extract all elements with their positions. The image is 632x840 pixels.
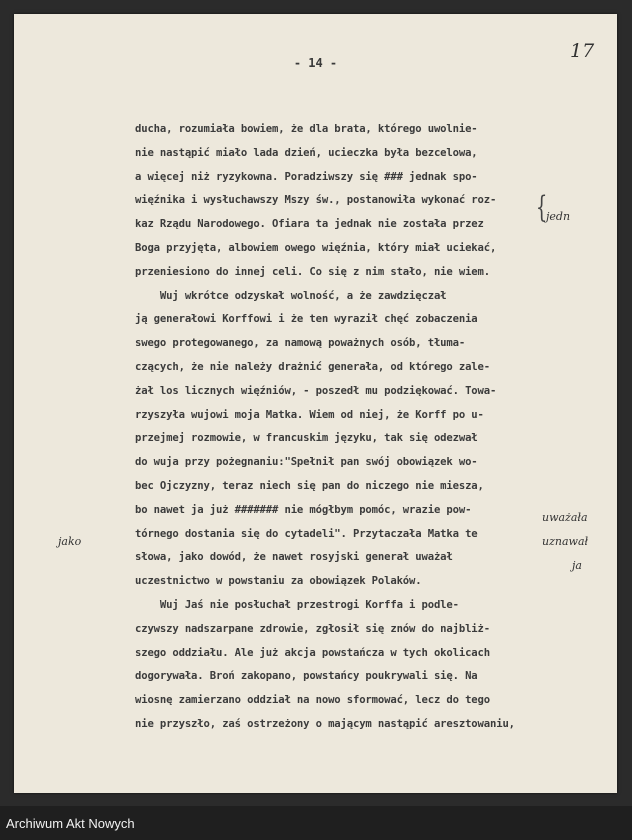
text-line: przejmej rozmowie, w francuskim języku, tak się odezwał [135,432,478,445]
text-line: do wuja przy pożegnaniu:"Spełnił pan swój obowiązek wo- [135,456,478,469]
text-line: czących, że nie należy drażnić generała, od którego zale- [135,360,490,373]
margin-note-uznawat: uznawał [542,535,589,548]
text-line: nie przyszło, zaś ostrzeżony o mającym nastąpić aresztowaniu, [135,717,515,730]
archive-page-number: 17 [570,40,595,62]
text-line: bo nawet ja już ####### nie mógłbym pomóc, wrazie pow- [135,503,472,516]
text-line: Boga przyjęta, albowiem owego więźnia, który miał uciekać, [135,241,497,254]
margin-note-ja: ja [572,559,582,572]
text-line: przeniesiono do innej celi. Co się z nim stało, nie wiem. [135,265,490,278]
text-line: uczestnictwo w powstaniu za obowiązek Polaków. [135,575,422,588]
text-line: Wuj Jaś nie posłuchał przestrogi Korffa i podle- [135,598,459,611]
text-line: czywszy nadszarpane zdrowie, zgłosił się znów do najbliż- [135,622,490,635]
margin-note-uwazala: uważała [542,511,588,524]
text-line: więźnika i wysłuchawszy Mszy św., postanowiła wykonać roz- [135,194,497,207]
archive-label: Archiwum Akt Nowych [6,816,135,831]
text-line: kaz Rządu Narodowego. Ofiara ta jednak nie została przez [135,218,484,231]
text-line: żał los licznych więźniów, - poszedł mu podziękować. Towa- [135,384,497,397]
archive-footer-bar [0,806,632,840]
margin-note-jedn: jedn [546,210,571,223]
text-line: swego protegowanego, za namową poważnych osób, tłuma- [135,337,466,350]
margin-brace: { [535,190,548,225]
text-line: dogorywała. Broń zakopano, powstańcy poukrywali się. Na [135,670,478,683]
text-line: ją generałowi Korffowi i że ten wyraził chęć zobaczenia [135,313,478,326]
text-line: rzyszyła wujowi moja Matka. Wiem od niej, że Korff po u- [135,408,484,421]
text-line: bec Ojczyzny, teraz niech się pan do niczego nie miesza, [135,479,484,492]
document-page [14,14,617,793]
typed-text-body [135,118,575,737]
text-line: a więcej niż ryzykowna. Poradziwszy się ### jednak spo- [135,170,478,183]
text-line: wiosnę zamierzano oddział na nowo sformować, lecz do tego [135,694,490,707]
page-number: - 14 - [293,56,338,70]
text-line: Wuj wkrótce odzyskał wolność, a że zawdzięczał [135,289,447,302]
text-line: szego oddziału. Ale już akcja powstańcza w tych okolicach [135,646,490,659]
text-line: nie nastąpić miało lada dzień, ucieczka była bezcelowa, [135,146,478,159]
text-line: tórnego dostania się do cytadeli". Przytaczała Matka te [135,527,478,540]
text-line: słowa, jako dowód, że nawet rosyjski generał uważał [135,551,453,564]
margin-note-jako: jako [58,535,82,548]
text-line: ducha, rozumiała bowiem, że dla brata, którego uwolnie- [135,123,478,135]
